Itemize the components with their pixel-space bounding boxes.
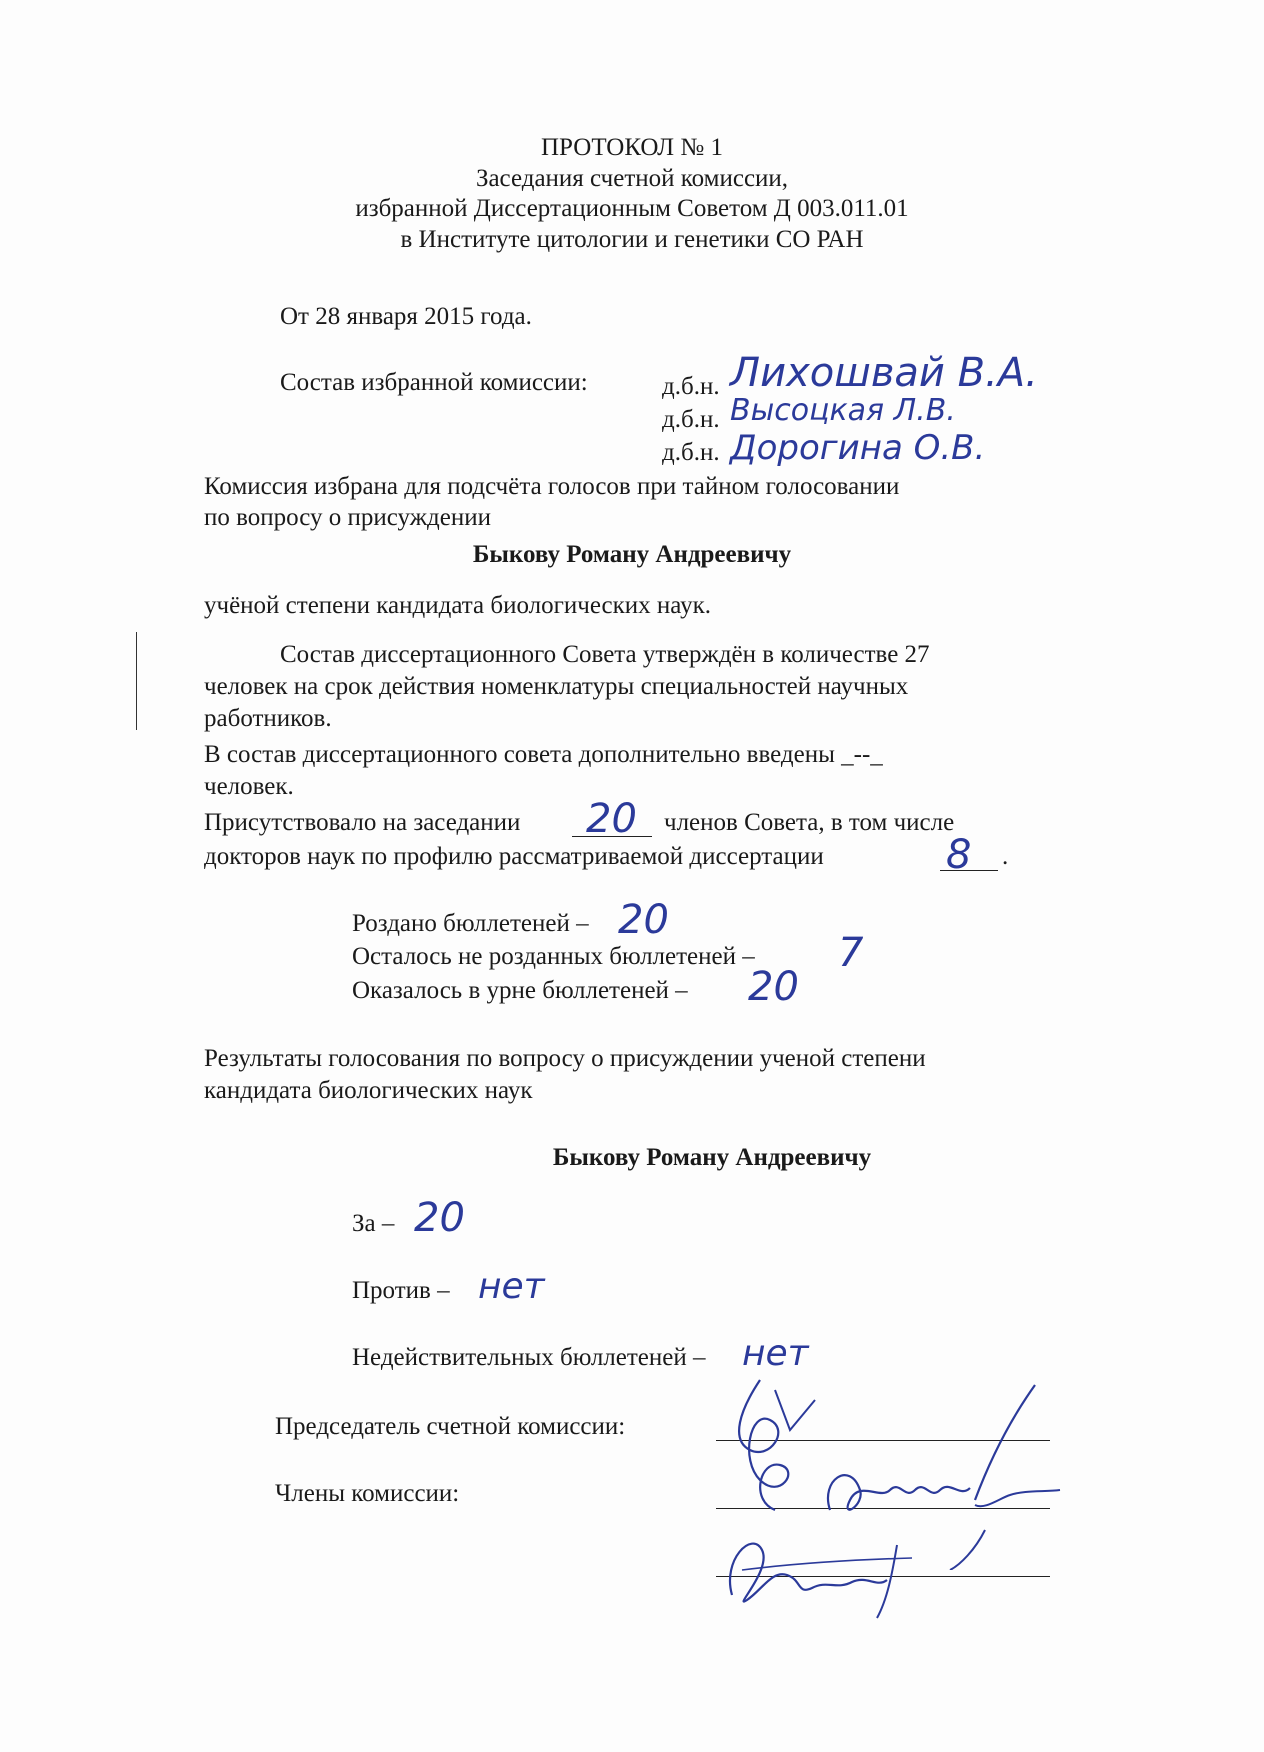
purpose-line-2: по вопросу о присуждении [204, 504, 491, 531]
vote-invalid-label: Недействительных бюллетеней – [352, 1344, 706, 1371]
committee-member-3: Дорогина О.В. [730, 428, 986, 468]
present-prefix: Присутствовало на заседании [204, 809, 521, 836]
purpose-line-3: учёной степени кандидата биологических наук. [204, 592, 712, 619]
present-suffix: членов Совета, в том числе [664, 809, 955, 836]
vote-against-value: нет [478, 1266, 545, 1307]
member-2-signature [712, 1520, 942, 1620]
margin-mark [136, 632, 137, 730]
council-line-3: работников. [204, 705, 332, 732]
present-value: 20 [586, 796, 637, 842]
council-line-4: В состав диссертационного совета дополнительно введены _--_ [204, 741, 883, 768]
results-line-2: кандидата биологических наук [204, 1077, 533, 1104]
results-candidate: Быкову Роману Андреевичу [552, 1144, 872, 1171]
vote-invalid-value: нет [742, 1333, 809, 1374]
committee-degree-1: д.б.н. [662, 373, 720, 400]
vote-for-label: За – [352, 1210, 395, 1237]
results-line-1: Результаты голосования по вопросу о присуждении ученой степени [204, 1045, 926, 1072]
protocol-title: ПРОТОКОЛ № 1 [541, 134, 723, 161]
committee-degree-3: д.б.н. [662, 439, 720, 466]
committee-degree-2: д.б.н. [662, 406, 720, 433]
doctors-prefix: докторов наук по профилю рассматриваемой диссертации [204, 843, 824, 870]
ballots-issued-value: 20 [618, 897, 669, 943]
ballots-remaining-value: 7 [838, 930, 864, 976]
purpose-line-1: Комиссия избрана для подсчёта голосов при тайном голосовании [204, 473, 900, 500]
committee-label: Состав избранной комиссии: [280, 369, 588, 396]
ballots-urn-value: 20 [748, 964, 799, 1010]
header-line-3: избранной Диссертационным Советом Д 003.011.01 [355, 195, 909, 222]
committee-member-1: Лихошвай В.А. [730, 350, 1038, 396]
header-line-4: в Институте цитологии и генетики СО РАН [400, 226, 864, 253]
ballots-urn-label: Оказалось в урне бюллетеней – [352, 977, 688, 1004]
chair-label: Председатель счетной комиссии: [275, 1413, 626, 1440]
date-line: От 28 января 2015 года. [280, 303, 532, 330]
ballots-remaining-label: Осталось не розданных бюллетеней – [352, 943, 755, 970]
council-line-1: Состав диссертационного Совета утверждён в количестве 27 [280, 641, 930, 668]
doctors-value: 8 [946, 832, 972, 878]
vote-for-value: 20 [414, 1195, 465, 1241]
council-line-5: человек. [204, 773, 294, 800]
header-line-2: Заседания счетной комиссии, [475, 165, 789, 192]
doctors-suffix: . [1002, 843, 1009, 870]
council-line-2: человек на срок действия номенклатуры специальностей научных [204, 673, 909, 700]
candidate-name: Быкову Роману Андреевичу [472, 541, 792, 568]
committee-member-2: Высоцкая Л.В. [730, 393, 956, 428]
ballots-issued-label: Роздано бюллетеней – [352, 910, 589, 937]
vote-against-label: Против – [352, 1277, 450, 1304]
members-label: Члены комиссии: [275, 1480, 460, 1507]
